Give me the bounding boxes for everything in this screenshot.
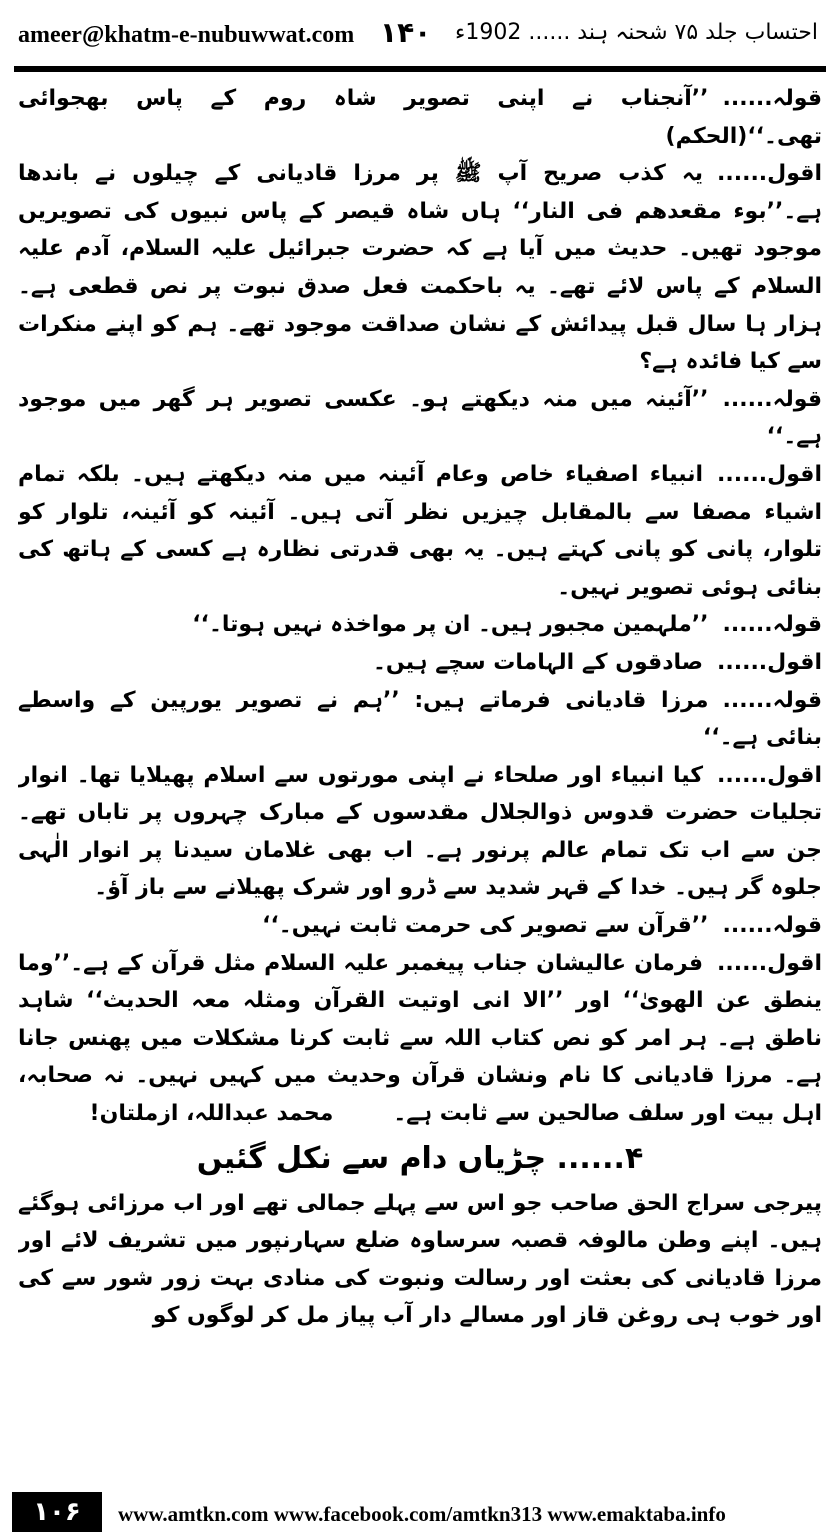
paragraph-text: فرمان عالیشان جناب پیغمبر علیہ السلام مثل قرآن کے ہے۔’’وما ینطق عن الھویٰ‘‘ اور ’’الا انی اوتیت القرآن ومثلہ معہ الحدیث‘‘ شاہد ناطق ہے۔ ہر امر کو نص کتاب اللہ سے ثابت کرنا مشکلات میں پھنس جانا ہے۔ مرزا قادیانی کا نام ونشان قرآن وحدیث میں کہیں نہیں۔ نہ صحابہ، اہل بیت اور سلف صالحین سے ثابت ہے۔ — [18, 950, 822, 1127]
paragraph-text: صادقوں کے الہامات سچے ہیں۔ — [373, 649, 704, 675]
paragraph-label: اقول...... — [717, 161, 822, 187]
closing-paragraph: پیرجی سراج الحق صاحب جو اس سے پہلے جمالی تھے اور اب مرزائی ہوگئے ہیں۔ اپنے وطن مالوفہ قصبہ سرساوہ ضلع سہارنپور میں تشریف لائے اور مرزا قادیانی کی بعثت اور رسالت ونبوت کی منادی بہت زور شور سے کی اور خوب ہی روغن قاز اور مسالے دار آب پیاز مل کر لوگوں کو — [18, 1190, 822, 1329]
paragraph-text: ’’ملہمین مجبور ہیں۔ ان پر مواخذہ نہیں ہوتا۔‘‘ — [192, 612, 709, 638]
header-page-number: ۱۴۰ — [380, 16, 432, 49]
paragraph-label: قولہ...... — [722, 86, 822, 111]
paragraph — [18, 945, 822, 1133]
header-book-title: احتساب جلد ۷۵ شحنہ ہند ...... 1902ء — [455, 20, 818, 45]
paragraph-text: کیا انبیاء اور صلحاء نے اپنی مورتوں سے اسلام پھیلایا تھا۔ انوار تجلیات حضرت قدوس ذوالجلال مقدسوں کے مبارک چہروں پر تاباں تھے۔ جن سے اب تک تمام عالم پرنور ہے۔ اب بھی غلامان سیدنا پر انوار الٰہی جلوہ گر ہیں۔ خدا کے قہر شدید سے ڈرو اور شرک پھیلانے سے باز آؤ۔ — [18, 762, 822, 901]
paragraph — [18, 907, 822, 945]
paragraph — [18, 757, 822, 907]
footer-page-number: ۱۰۶ — [12, 1492, 102, 1532]
paragraph-text: ’’آنجناب نے اپنی تصویر شاہ روم کے پاس بھجوائی تھی۔‘‘(الحکم) — [18, 86, 822, 149]
paragraph — [18, 606, 822, 644]
page-header — [0, 0, 840, 64]
paragraph-label: اقول...... — [717, 461, 822, 487]
paragraph-label: قولہ...... — [722, 913, 822, 939]
paragraph-label: اقول...... — [717, 762, 822, 788]
paragraph-text: ’’قرآن سے تصویر کی حرمت ثابت نہیں۔‘‘ — [262, 913, 709, 939]
page-body — [18, 80, 822, 1480]
paragraph-label: قولہ...... — [722, 612, 822, 638]
paragraph-text: مرزا قادیانی فرماتے ہیں: ’’ہم نے تصویر یورپین کے واسطے بنائی ہے۔‘‘ — [18, 687, 822, 751]
paragraph-text: انبیاء اصفیاء خاص وعام آئینہ میں منہ دیکھتے ہیں۔ بلکہ تمام اشیاء مصفا سے بالمقابل چیزیں نظر آتی ہیں۔ آئینہ کو آئینہ، تلوار کو تلوار، پانی کو پانی کہتے ہیں۔ یہ بھی قدرتی نظارہ ہے کسی کے ہاتھ کی بنائی ہوئی تصویر نہیں۔ — [18, 461, 822, 600]
paragraph — [18, 682, 822, 757]
paragraph — [18, 456, 822, 606]
header-rule — [14, 66, 826, 72]
paragraph — [18, 155, 822, 381]
footer-links: www.amtkn.com www.facebook.com/amtkn313 www.emaktaba.info — [118, 1502, 726, 1526]
paragraph-label: اقول...... — [717, 950, 822, 976]
paragraph-label: اقول...... — [717, 649, 822, 675]
paragraph-text: یہ کذب صریح آپ ﷺ پر مرزا قادیانی کے چیلوں نے باندھا ہے۔’’بوء مقعدھم فی النار‘‘ ہاں شاہ قیصر کے پاس نبیوں کی تصویریں موجود تھیں۔ حدیث میں آیا ہے کہ حضرت جبرائیل علیہ السلام، آدم علیہ السلام کے پاس لائے تھے۔ یہ باحکمت فعل صدق نبوت پر نص قطعی ہے۔ ہزار ہا سال قبل پیدائش کے نشان صداقت موجود تھے۔ ہم کو اپنے منکرات سے کیا فائدہ ہے؟ — [18, 161, 822, 375]
paragraph — [18, 644, 822, 682]
paragraph-text: ’’آئینہ میں منہ دیکھتے ہو۔ عکسی تصویر ہر گھر میں موجود ہے۔‘‘ — [18, 386, 822, 450]
signature: محمد عبداللہ، ازملتان! — [89, 1101, 334, 1127]
paragraph-label: قولہ...... — [722, 687, 822, 713]
header-email: ameer@khatm-e-nubuwwat.com — [18, 22, 355, 48]
paragraph-label: قولہ...... — [722, 386, 822, 412]
section-heading: ۴...... چڑیاں دام سے نکل گئیں — [196, 1140, 644, 1176]
paragraph — [18, 80, 822, 155]
page-footer — [0, 1488, 840, 1540]
paragraph — [18, 381, 822, 456]
